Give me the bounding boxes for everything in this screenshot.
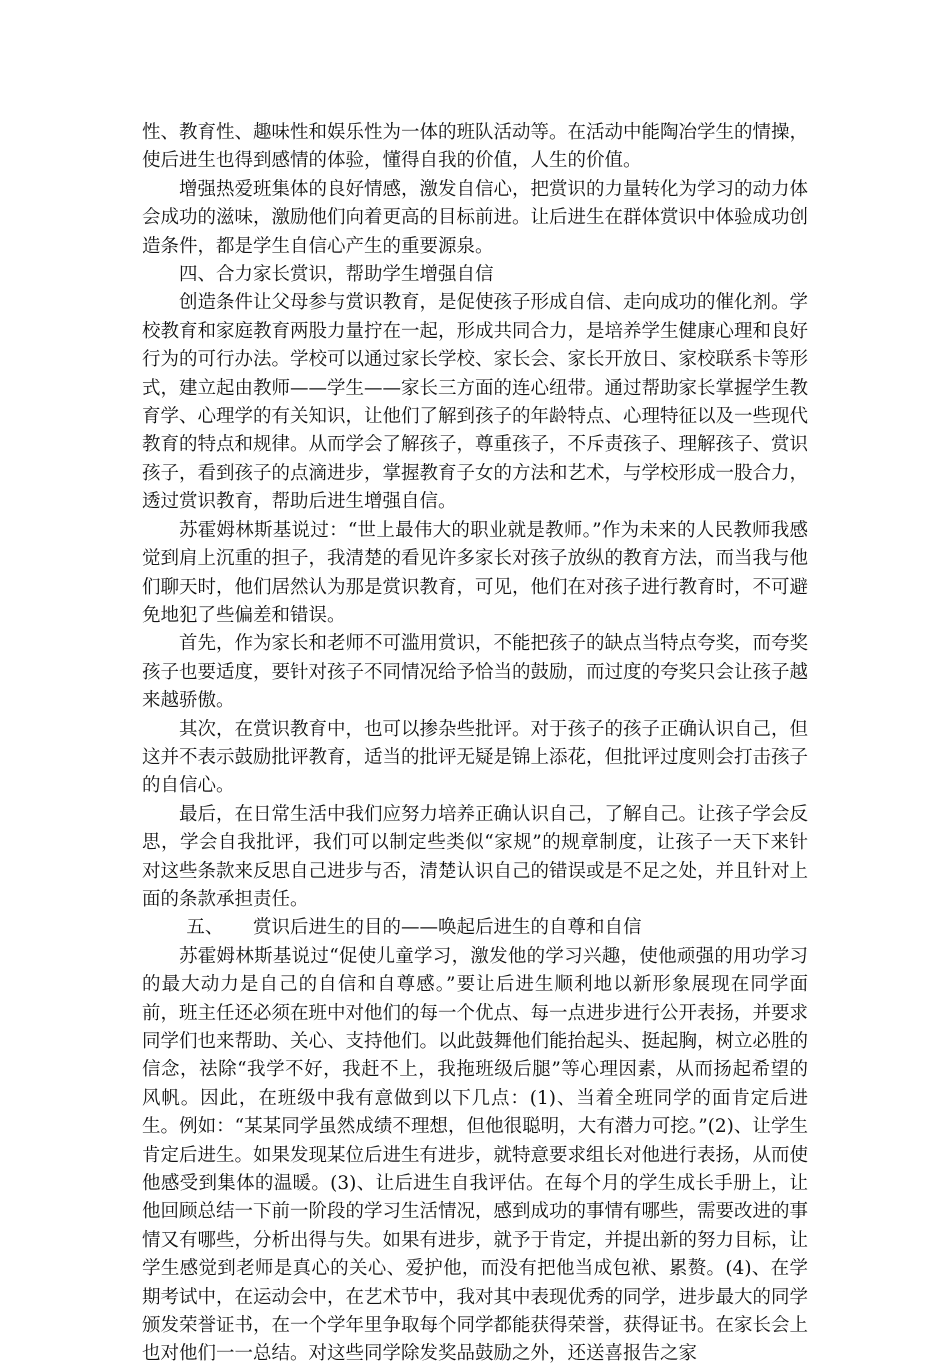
paragraph-continuation: 性、教育性、趣味性和娱乐性为一体的班队活动等。在活动中能陶冶学生的情操，使后进生也得到感情的体验，懂得自我的价值，人生的价值。	[142, 122, 809, 172]
section-heading-4: 四、合力家长赏识，帮助学生增强自信	[179, 264, 494, 286]
section-heading-5-number: 五、	[186, 917, 224, 939]
paragraph-second-point: 其次，在赏识教育中，也可以掺杂些批评。对于孩子的孩子正确认识自己，但这并不表示鼓励批评教育，适当的批评无疑是锦上添花，但批评过度则会打击孩子的自信心。	[142, 718, 809, 797]
paragraph-self-esteem: 苏霍姆林斯基说过“促使儿童学习，激发他的学习兴趣，使他顽强的用功学习的最大动力是自己的自信和自尊感。”要让后进生顺利地以新形象展现在同学面前，班主任还必须在班中对他们的每一个优点、每一点进步进行公开表扬，并要求同学们也来帮助、关心、支持他们。以此鼓舞他们能抬起头、挺起胸，树立必胜的信念，祛除“我学不好，我赶不上，我拖班级后腿”等心理因素，从而扬起希望的风帆。因此，在班级中我有意做到以下几点：(1)、当着全班同学的面肯定后进生。例如：“某某同学虽然成绩不理想，但他很聪明，大有潜力可挖。”(2)、让学生肯定后进生。如果发现某位后进生有进步，就特意要求组长对他进行表扬，从而使他感受到集体的温暖。(3)、让后进生自我评估。在每个月的学生成长手册上，让他回顾总结一下前一阶段的学习生活情况，感到成功的事情有哪些，需要改进的事情又有哪些，分析出得与失。如果有进步，就予于肯定，并提出新的努力目标，让学生感觉到老师是真心的关心、爱护他，而没有把他当成包袱、累赘。(4)、在学期考试中，在运动会中，在艺术节中，我对其中表现优秀的同学，进步最大的同学颁发荣誉证书，在一个学年里争取每个同学都能获得荣誉，获得证书。在家长会上也对他们一一总结。对这些同学除发奖品鼓励之外，还送喜报告之家	[142, 945, 809, 1365]
section-heading-5	[142, 914, 808, 942]
document-body	[142, 119, 808, 1369]
paragraph-parent-participation: 创造条件让父母参与赏识教育，是促使孩子形成自信、走向成功的催化剂。学校教育和家庭教育两股力量拧在一起，形成共同合力，是培养学生健康心理和良好行为的可行办法。学校可以通过家长学校、家长会、家长开放日、家校联系卡等形式，建立起由教师——学生——家长三方面的连心纽带。通过帮助家长掌握学生教育学、心理学的有关知识，让他们了解到孩子的年龄特点、心理特征以及一些现代教育的特点和规律。从而学会了解孩子，尊重孩子，不斥责孩子、理解孩子、赏识孩子，看到孩子的点滴进步，掌握教育子女的方法和艺术，与学校形成一股合力，透过赏识教育，帮助后进生增强自信。	[142, 292, 809, 513]
section-heading-5-title: 赏识后进生的目的——唤起后进生的自尊和自信	[253, 917, 642, 939]
paragraph-last-point: 最后，在日常生活中我们应努力培养正确认识自己，了解自己。让孩子学会反思，学会自我批评，我们可以制定些类似“家规”的规章制度，让孩子一天下来针对这些条款来反思自己进步与否，清楚认识自己的错误或是不足之处，并且针对上面的条款承担责任。	[142, 803, 809, 910]
paragraph-sukhomlinsky-quote: 苏霍姆林斯基说过：“世上最伟大的职业就是教师。”作为未来的人民教师我感觉到肩上沉重的担子，我清楚的看见许多家长对孩子放纵的教育方法，而当我与他们聊天时，他们居然认为那是赏识教育，可见，他们在对孩子进行教育时，不可避免地犯了些偏差和错误。	[142, 519, 809, 626]
paragraph-class-collective: 增强热爱班集体的良好情感，激发自信心，把赏识的力量转化为学习的动力体会成功的滋味，激励他们向着更高的目标前进。让后进生在群体赏识中体验成功创造条件，都是学生自信心产生的重要源泉。	[142, 178, 809, 257]
paragraph-first-point: 首先，作为家长和老师不可滥用赏识，不能把孩子的缺点当特点夸奖，而夸奖孩子也要适度，要针对孩子不同情况给予恰当的鼓励，而过度的夸奖只会让孩子越来越骄傲。	[142, 633, 809, 712]
